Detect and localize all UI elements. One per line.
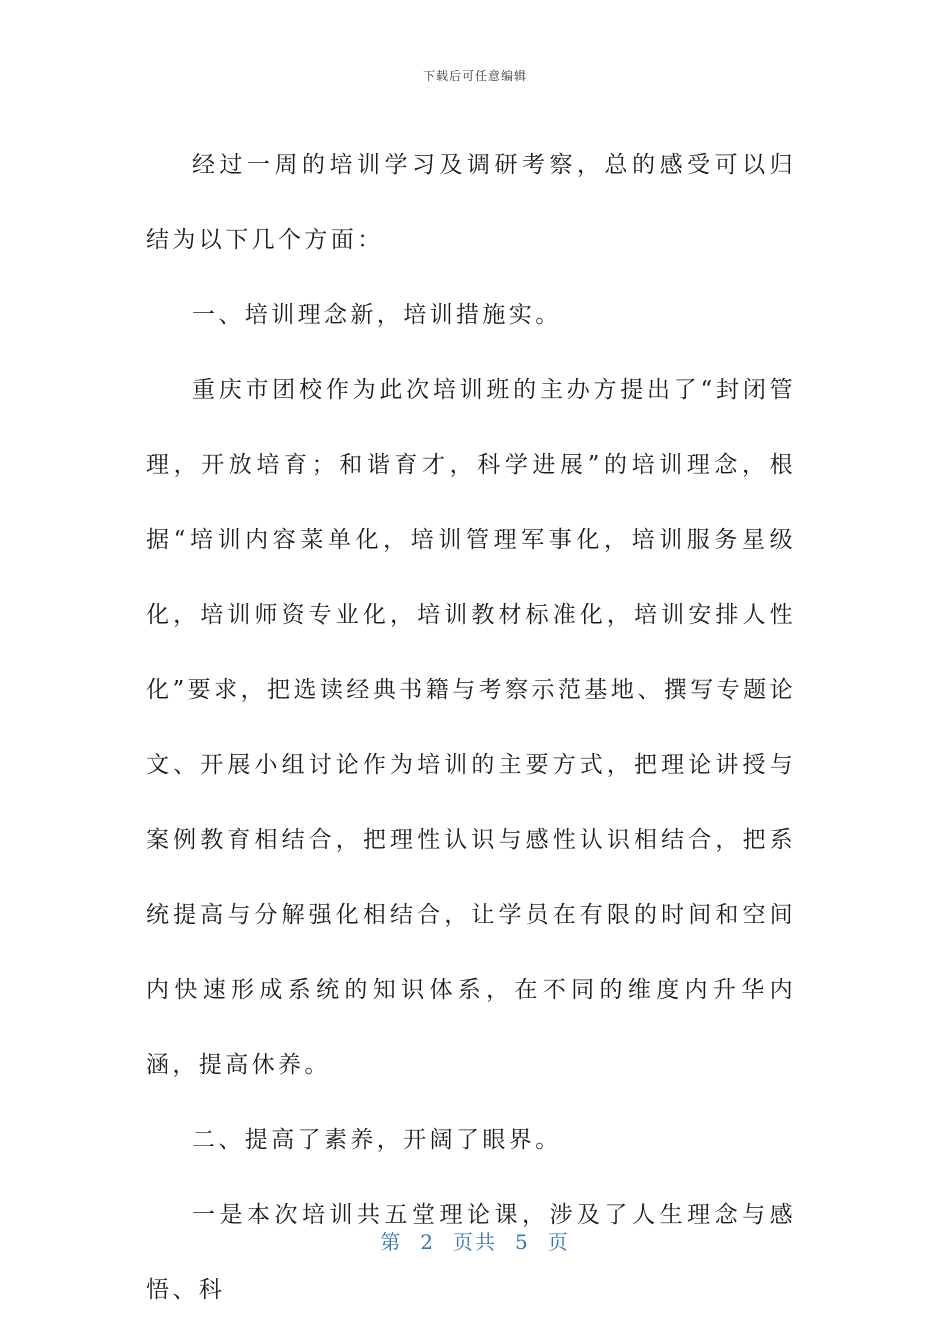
document-body — [146, 128, 796, 1328]
footer-prefix: 第 — [380, 1230, 403, 1254]
total-pages-number: 5 — [515, 1230, 530, 1254]
section-heading: 二、提高了素养，开阔了眼界。 — [192, 1127, 562, 1153]
current-page-number: 2 — [420, 1230, 435, 1254]
header-note: 下载后可任意编辑 — [422, 69, 527, 83]
paragraph: 一是本次培训共五堂理论课，涉及了人生理念与感悟、科 — [146, 1202, 796, 1303]
footer-suffix: 页 — [547, 1230, 570, 1254]
section-heading: 一、培训理念新，培训措施实。 — [192, 302, 562, 328]
paragraph: 经过一周的培训学习及调研考察，总的感受可以归结为以下几个方面： — [146, 152, 796, 253]
page-footer — [0, 1226, 950, 1255]
paragraph: 重庆市团校作为此次培训班的主办方提出了“封闭管理，开放培育；和谐育才，科学进展”的培训理念，根据“培训内容菜单化，培训管理军事化，培训服务星级化，培训师资专业化，培训教材标准化，培训安排人性化”要求，把选读经典书籍与考察示范基地、撰写专题论文、开展小组讨论作为培训的主要方式，把理论讲授与案例教育相结合，把理性认识与感性认识相结合，把系统提高与分解强化相结合，让学员在有限的时间和空间内快速形成系统的知识体系，在不同的维度内升华内涵，提高休养。 — [146, 377, 796, 1078]
footer-middle: 页共 — [453, 1230, 497, 1254]
